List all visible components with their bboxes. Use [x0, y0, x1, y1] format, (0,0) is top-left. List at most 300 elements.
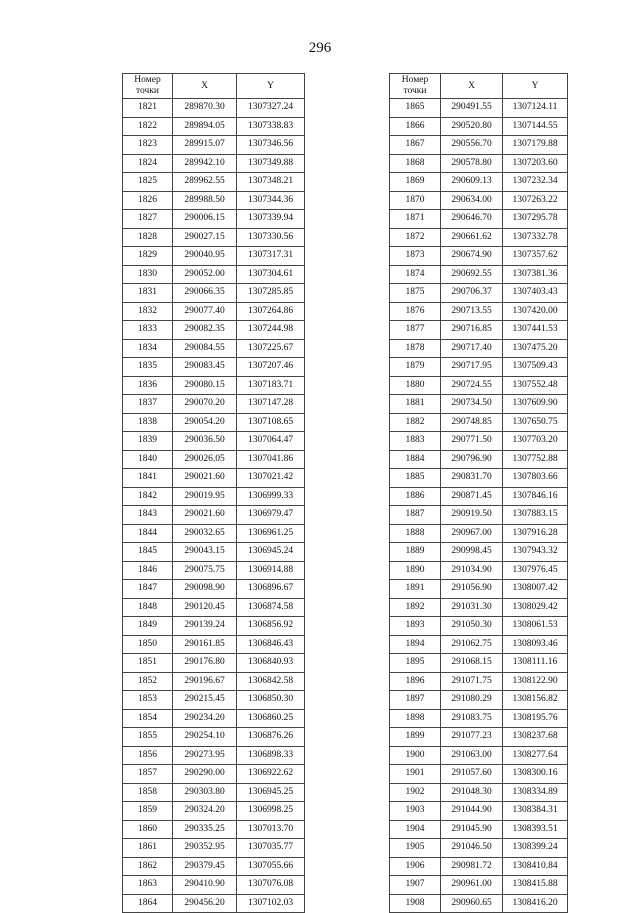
y-coordinate-cell: 1306945.24 [237, 543, 305, 562]
x-coordinate-cell: 291068.15 [441, 654, 503, 673]
point-number-cell: 1870 [390, 191, 441, 210]
table-row [123, 839, 305, 858]
y-coordinate-cell: 1307144.55 [503, 117, 568, 136]
x-coordinate-cell: 291045.90 [441, 820, 503, 839]
x-coordinate-cell: 291080.29 [441, 691, 503, 710]
point-number-cell: 1875 [390, 284, 441, 303]
table-row [390, 284, 568, 303]
point-number-cell: 1897 [390, 691, 441, 710]
point-number-cell: 1894 [390, 635, 441, 654]
y-coordinate-cell: 1307650.75 [503, 413, 568, 432]
table-row [390, 173, 568, 192]
y-coordinate-cell: 1307147.28 [237, 395, 305, 414]
point-number-cell: 1889 [390, 543, 441, 562]
x-coordinate-cell: 290734.50 [441, 395, 503, 414]
point-number-cell: 1902 [390, 783, 441, 802]
x-coordinate-cell: 290634.00 [441, 191, 503, 210]
x-coordinate-cell: 291062.75 [441, 635, 503, 654]
table-row [390, 598, 568, 617]
point-number-cell: 1880 [390, 376, 441, 395]
point-number-cell: 1839 [123, 432, 173, 451]
table-header-row [123, 74, 305, 99]
y-coordinate-cell: 1307752.88 [503, 450, 568, 469]
point-number-cell: 1864 [123, 894, 173, 913]
y-coordinate-cell: 1308122.90 [503, 672, 568, 691]
point-number-cell: 1821 [123, 99, 173, 118]
y-coordinate-cell: 1307207.46 [237, 358, 305, 377]
y-coordinate-cell: 1307317.31 [237, 247, 305, 266]
point-number-cell: 1855 [123, 728, 173, 747]
table-row [390, 580, 568, 599]
y-coordinate-cell: 1307076.08 [237, 876, 305, 895]
table-row [390, 709, 568, 728]
x-coordinate-cell: 289988.50 [173, 191, 237, 210]
point-number-cell: 1873 [390, 247, 441, 266]
y-coordinate-cell: 1307381.36 [503, 265, 568, 284]
table-row [390, 154, 568, 173]
table-row [123, 302, 305, 321]
x-coordinate-cell: 290981.72 [441, 857, 503, 876]
point-number-cell: 1872 [390, 228, 441, 247]
point-number-cell: 1844 [123, 524, 173, 543]
table-row [123, 339, 305, 358]
point-number-cell: 1871 [390, 210, 441, 229]
table-row [123, 506, 305, 525]
table-row [123, 469, 305, 488]
y-coordinate-cell: 1307349.88 [237, 154, 305, 173]
point-number-cell: 1842 [123, 487, 173, 506]
y-coordinate-cell: 1308334.89 [503, 783, 568, 802]
y-coordinate-cell: 1307225.67 [237, 339, 305, 358]
table-row [123, 746, 305, 765]
point-number-cell: 1851 [123, 654, 173, 673]
x-coordinate-cell: 291048.30 [441, 783, 503, 802]
point-number-cell: 1908 [390, 894, 441, 913]
x-coordinate-cell: 290161.85 [173, 635, 237, 654]
x-coordinate-cell: 290646.70 [441, 210, 503, 229]
table-row [123, 561, 305, 580]
x-coordinate-cell: 290120.45 [173, 598, 237, 617]
table-row [390, 228, 568, 247]
x-coordinate-cell: 290556.70 [441, 136, 503, 155]
x-coordinate-cell: 290831.70 [441, 469, 503, 488]
point-number-cell: 1900 [390, 746, 441, 765]
y-coordinate-cell: 1307263.22 [503, 191, 568, 210]
x-coordinate-cell: 290075.75 [173, 561, 237, 580]
point-number-cell: 1836 [123, 376, 173, 395]
x-coordinate-cell: 290006.15 [173, 210, 237, 229]
table-row [123, 247, 305, 266]
table-row [390, 99, 568, 118]
x-coordinate-cell: 290139.24 [173, 617, 237, 636]
x-coordinate-cell: 290234.20 [173, 709, 237, 728]
x-coordinate-cell: 290303.80 [173, 783, 237, 802]
y-coordinate-cell: 1308093.46 [503, 635, 568, 654]
table-row [123, 728, 305, 747]
point-number-cell: 1849 [123, 617, 173, 636]
table-row [390, 894, 568, 913]
point-number-cell: 1896 [390, 672, 441, 691]
y-coordinate-cell: 1307609.90 [503, 395, 568, 414]
x-coordinate-cell: 290717.40 [441, 339, 503, 358]
y-coordinate-cell: 1306840.93 [237, 654, 305, 673]
y-coordinate-cell: 1307509.43 [503, 358, 568, 377]
point-number-cell: 1840 [123, 450, 173, 469]
table-row [390, 358, 568, 377]
point-number-cell: 1866 [390, 117, 441, 136]
y-coordinate-cell: 1307883.15 [503, 506, 568, 525]
x-coordinate-cell: 291034.90 [441, 561, 503, 580]
header-point-number [390, 74, 441, 99]
y-coordinate-cell: 1306896.67 [237, 580, 305, 599]
x-coordinate-cell: 291077.23 [441, 728, 503, 747]
y-coordinate-cell: 1308029.42 [503, 598, 568, 617]
point-number-cell: 1874 [390, 265, 441, 284]
x-coordinate-cell: 290520.80 [441, 117, 503, 136]
point-number-cell: 1837 [123, 395, 173, 414]
y-coordinate-cell: 1308111.16 [503, 654, 568, 673]
table-row [123, 321, 305, 340]
y-coordinate-cell: 1306979.47 [237, 506, 305, 525]
y-coordinate-cell: 1306961.25 [237, 524, 305, 543]
table-row [123, 820, 305, 839]
y-coordinate-cell: 1307976.45 [503, 561, 568, 580]
table-row [123, 191, 305, 210]
table-row [390, 802, 568, 821]
x-coordinate-cell: 290080.15 [173, 376, 237, 395]
y-coordinate-cell: 1308007.42 [503, 580, 568, 599]
y-coordinate-cell: 1306998.25 [237, 802, 305, 821]
table-row [390, 839, 568, 858]
y-coordinate-cell: 1307041.86 [237, 450, 305, 469]
y-coordinate-cell: 1306874.58 [237, 598, 305, 617]
x-coordinate-cell: 290027.15 [173, 228, 237, 247]
point-number-cell: 1901 [390, 765, 441, 784]
y-coordinate-cell: 1306876.26 [237, 728, 305, 747]
y-coordinate-cell: 1307203.60 [503, 154, 568, 173]
y-coordinate-cell: 1307916.28 [503, 524, 568, 543]
y-coordinate-cell: 1308237.68 [503, 728, 568, 747]
table-row [123, 783, 305, 802]
table-row [390, 746, 568, 765]
y-coordinate-cell: 1306999.33 [237, 487, 305, 506]
point-number-cell: 1838 [123, 413, 173, 432]
y-coordinate-cell: 1308410.84 [503, 857, 568, 876]
x-coordinate-cell: 290066.35 [173, 284, 237, 303]
x-coordinate-cell: 290254.10 [173, 728, 237, 747]
table-row [123, 765, 305, 784]
table-row [390, 247, 568, 266]
x-coordinate-cell: 289915.07 [173, 136, 237, 155]
x-coordinate-cell: 290021.60 [173, 469, 237, 488]
table-row [123, 635, 305, 654]
x-coordinate-cell: 290043.15 [173, 543, 237, 562]
point-number-cell: 1847 [123, 580, 173, 599]
x-coordinate-cell: 290070.20 [173, 395, 237, 414]
point-number-cell: 1832 [123, 302, 173, 321]
y-coordinate-cell: 1307330.56 [237, 228, 305, 247]
table-row [123, 173, 305, 192]
table-row [390, 265, 568, 284]
table-row [390, 413, 568, 432]
y-coordinate-cell: 1306914.88 [237, 561, 305, 580]
point-number-cell: 1907 [390, 876, 441, 895]
x-coordinate-cell: 290724.55 [441, 376, 503, 395]
y-coordinate-cell: 1307035.77 [237, 839, 305, 858]
table-row [123, 413, 305, 432]
table-row [123, 524, 305, 543]
header-y: Y [503, 74, 568, 99]
table-row [123, 99, 305, 118]
point-number-cell: 1888 [390, 524, 441, 543]
table-row [390, 672, 568, 691]
point-number-cell: 1865 [390, 99, 441, 118]
point-number-cell: 1854 [123, 709, 173, 728]
header-x: X [173, 74, 237, 99]
y-coordinate-cell: 1307021.42 [237, 469, 305, 488]
x-coordinate-cell: 291044.90 [441, 802, 503, 821]
y-coordinate-cell: 1307304.61 [237, 265, 305, 284]
y-coordinate-cell: 1308393.51 [503, 820, 568, 839]
point-number-cell: 1863 [123, 876, 173, 895]
point-number-cell: 1904 [390, 820, 441, 839]
point-number-cell: 1858 [123, 783, 173, 802]
table-body-right [390, 99, 568, 913]
point-number-cell: 1857 [123, 765, 173, 784]
x-coordinate-cell: 290960.65 [441, 894, 503, 913]
x-coordinate-cell: 290609.13 [441, 173, 503, 192]
x-coordinate-cell: 290410.90 [173, 876, 237, 895]
table-row [123, 376, 305, 395]
point-number-cell: 1879 [390, 358, 441, 377]
x-coordinate-cell: 289894.05 [173, 117, 237, 136]
point-number-cell: 1856 [123, 746, 173, 765]
point-number-cell: 1893 [390, 617, 441, 636]
point-number-cell: 1843 [123, 506, 173, 525]
y-coordinate-cell: 1307475.20 [503, 339, 568, 358]
x-coordinate-cell: 290176.80 [173, 654, 237, 673]
point-number-cell: 1876 [390, 302, 441, 321]
x-coordinate-cell: 290083.45 [173, 358, 237, 377]
table-row [123, 894, 305, 913]
y-coordinate-cell: 1308156.82 [503, 691, 568, 710]
table-row [390, 765, 568, 784]
table-row [123, 358, 305, 377]
y-coordinate-cell: 1307943.32 [503, 543, 568, 562]
table-row [390, 654, 568, 673]
table-row [390, 543, 568, 562]
header-x: X [441, 74, 503, 99]
y-coordinate-cell: 1307703.20 [503, 432, 568, 451]
point-number-cell: 1887 [390, 506, 441, 525]
x-coordinate-cell: 291083.75 [441, 709, 503, 728]
table-row [390, 376, 568, 395]
point-number-cell: 1823 [123, 136, 173, 155]
y-coordinate-cell: 1307108.65 [237, 413, 305, 432]
point-number-cell: 1886 [390, 487, 441, 506]
x-coordinate-cell: 291057.60 [441, 765, 503, 784]
x-coordinate-cell: 290084.55 [173, 339, 237, 358]
header-point-line1: Номер [401, 75, 429, 85]
point-number-cell: 1862 [123, 857, 173, 876]
table-row [390, 395, 568, 414]
point-number-cell: 1860 [123, 820, 173, 839]
header-point-line2: точки [403, 86, 427, 96]
coordinates-table-right [389, 73, 568, 913]
x-coordinate-cell: 290019.95 [173, 487, 237, 506]
table-row [123, 857, 305, 876]
table-row [123, 265, 305, 284]
x-coordinate-cell: 290054.20 [173, 413, 237, 432]
table-row [390, 857, 568, 876]
x-coordinate-cell: 290324.20 [173, 802, 237, 821]
point-number-cell: 1890 [390, 561, 441, 580]
y-coordinate-cell: 1306860.25 [237, 709, 305, 728]
point-number-cell: 1899 [390, 728, 441, 747]
table-row [390, 728, 568, 747]
header-y: Y [237, 74, 305, 99]
x-coordinate-cell: 289870.30 [173, 99, 237, 118]
y-coordinate-cell: 1307232.34 [503, 173, 568, 192]
x-coordinate-cell: 290674.90 [441, 247, 503, 266]
y-coordinate-cell: 1306922.62 [237, 765, 305, 784]
point-number-cell: 1878 [390, 339, 441, 358]
x-coordinate-cell: 291071.75 [441, 672, 503, 691]
table-row [123, 654, 305, 673]
page-number: 296 [308, 40, 332, 56]
point-number-cell: 1827 [123, 210, 173, 229]
x-coordinate-cell: 290021.60 [173, 506, 237, 525]
y-coordinate-cell: 1308061.53 [503, 617, 568, 636]
table-row [390, 506, 568, 525]
point-number-cell: 1877 [390, 321, 441, 340]
x-coordinate-cell: 290919.50 [441, 506, 503, 525]
x-coordinate-cell: 291063.00 [441, 746, 503, 765]
point-number-cell: 1895 [390, 654, 441, 673]
x-coordinate-cell: 290716.85 [441, 321, 503, 340]
table-row [123, 117, 305, 136]
point-number-cell: 1892 [390, 598, 441, 617]
point-number-cell: 1826 [123, 191, 173, 210]
x-coordinate-cell: 290077.40 [173, 302, 237, 321]
y-coordinate-cell: 1307846.16 [503, 487, 568, 506]
point-number-cell: 1891 [390, 580, 441, 599]
table-row [123, 210, 305, 229]
x-coordinate-cell: 290717.95 [441, 358, 503, 377]
x-coordinate-cell: 290290.00 [173, 765, 237, 784]
y-coordinate-cell: 1307179.88 [503, 136, 568, 155]
table-row [123, 672, 305, 691]
point-number-cell: 1850 [123, 635, 173, 654]
point-number-cell: 1824 [123, 154, 173, 173]
x-coordinate-cell: 290748.85 [441, 413, 503, 432]
x-coordinate-cell: 290998.45 [441, 543, 503, 562]
point-number-cell: 1867 [390, 136, 441, 155]
x-coordinate-cell: 290491.55 [441, 99, 503, 118]
x-coordinate-cell: 290335.25 [173, 820, 237, 839]
y-coordinate-cell: 1307344.36 [237, 191, 305, 210]
table-row [123, 395, 305, 414]
y-coordinate-cell: 1307064.47 [237, 432, 305, 451]
point-number-cell: 1853 [123, 691, 173, 710]
table-row [390, 469, 568, 488]
table-row [123, 802, 305, 821]
y-coordinate-cell: 1307244.98 [237, 321, 305, 340]
x-coordinate-cell: 290456.20 [173, 894, 237, 913]
y-coordinate-cell: 1307348.21 [237, 173, 305, 192]
table-row [123, 450, 305, 469]
x-coordinate-cell: 290352.95 [173, 839, 237, 858]
point-number-cell: 1841 [123, 469, 173, 488]
point-number-cell: 1833 [123, 321, 173, 340]
point-number-cell: 1882 [390, 413, 441, 432]
y-coordinate-cell: 1307285.85 [237, 284, 305, 303]
point-number-cell: 1852 [123, 672, 173, 691]
table-row [390, 136, 568, 155]
table-row [123, 876, 305, 895]
table-row [390, 321, 568, 340]
table-row [390, 117, 568, 136]
point-number-cell: 1831 [123, 284, 173, 303]
table-row [123, 228, 305, 247]
point-number-cell: 1883 [390, 432, 441, 451]
table-row [390, 561, 568, 580]
x-coordinate-cell: 290036.50 [173, 432, 237, 451]
y-coordinate-cell: 1307332.78 [503, 228, 568, 247]
header-point-line2: точки [135, 86, 159, 96]
y-coordinate-cell: 1307339.94 [237, 210, 305, 229]
x-coordinate-cell: 290040.95 [173, 247, 237, 266]
x-coordinate-cell: 290196.67 [173, 672, 237, 691]
table-row [390, 876, 568, 895]
x-coordinate-cell: 290026.05 [173, 450, 237, 469]
table-row [123, 580, 305, 599]
x-coordinate-cell: 290082.35 [173, 321, 237, 340]
x-coordinate-cell: 290706.37 [441, 284, 503, 303]
point-number-cell: 1906 [390, 857, 441, 876]
table-row [123, 709, 305, 728]
table-row [123, 284, 305, 303]
y-coordinate-cell: 1307013.70 [237, 820, 305, 839]
y-coordinate-cell: 1308384.31 [503, 802, 568, 821]
table-row [123, 432, 305, 451]
x-coordinate-cell: 290796.90 [441, 450, 503, 469]
x-coordinate-cell: 289962.55 [173, 173, 237, 192]
header-point-line1: Номер [134, 75, 161, 85]
y-coordinate-cell: 1307357.62 [503, 247, 568, 266]
table-row [123, 487, 305, 506]
x-coordinate-cell: 291031.30 [441, 598, 503, 617]
y-coordinate-cell: 1307552.48 [503, 376, 568, 395]
point-number-cell: 1861 [123, 839, 173, 858]
x-coordinate-cell: 290967.00 [441, 524, 503, 543]
y-coordinate-cell: 1307346.56 [237, 136, 305, 155]
point-number-cell: 1846 [123, 561, 173, 580]
y-coordinate-cell: 1307264.86 [237, 302, 305, 321]
point-number-cell: 1845 [123, 543, 173, 562]
x-coordinate-cell: 290961.00 [441, 876, 503, 895]
y-coordinate-cell: 1307327.24 [237, 99, 305, 118]
point-number-cell: 1905 [390, 839, 441, 858]
x-coordinate-cell: 290379.45 [173, 857, 237, 876]
table-row [390, 691, 568, 710]
y-coordinate-cell: 1307102.03 [237, 894, 305, 913]
y-coordinate-cell: 1306842.58 [237, 672, 305, 691]
table-row [390, 617, 568, 636]
table-row [123, 136, 305, 155]
table-row [390, 191, 568, 210]
y-coordinate-cell: 1307338.83 [237, 117, 305, 136]
